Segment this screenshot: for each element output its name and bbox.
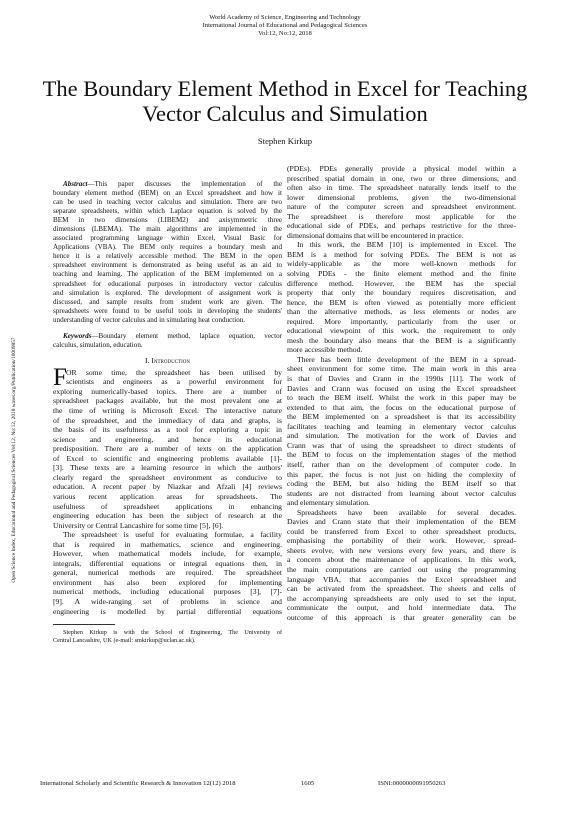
text-line [287,164,516,174]
line-text: a concern about the maintenance of applications. In this work, [287,555,516,565]
text-line [287,603,516,613]
line-text: environment has also been explored for implementing [53,577,282,587]
author-name: Stephen Kirkup [257,136,313,146]
abstract [53,180,282,325]
line-text: outcome of this approach is that greater generality can be [287,612,516,622]
text-line [53,559,282,569]
line-text: often also in time. The spreadsheet naturally lends itself to the [287,183,516,193]
text-line [287,508,516,518]
line-text: itself, rather than on the development of computer code. In [287,459,516,469]
line-text: the time of writing is Microsoft Excel. The interactive nature [53,406,282,416]
text-line [287,575,516,585]
text-line [53,521,282,531]
line-text: of Excel to scientific and engineering problems available [1]- [53,453,282,463]
header-line-1: World Academy of Science, Engineering and Technology [209,14,361,21]
text-line [287,479,516,489]
line-text: to teach the BEM itself. Whilst the work in this paper may be [287,393,516,403]
line-text: numerical methods, including educational purposes [3], [7]- [53,587,282,597]
text-line [53,207,282,216]
text-line [53,396,282,406]
text-line [53,298,282,307]
line-text: sheet environment for some time. The main work in this area [287,364,516,374]
line-text: BEM in two dimensions (LIBEM2) and axisymmetric three [53,216,282,225]
line-text: hence it is a relatively accessible method. The BEM in the open [53,252,282,261]
text-line [53,482,282,492]
keywords [53,332,282,350]
line-text: the main computations are carried out using the programming [287,564,516,574]
line-text: than the alternative methods, as less elements or nodes are [287,307,516,317]
line-text: coding the BEM, but also hiding the BEM itself so that [287,479,516,489]
text-line [287,546,516,556]
text-line [53,198,282,207]
right-column [287,164,516,622]
text-line [287,298,516,308]
line-text: Davies and Crann was focused on using the Excel spreadsheet [287,383,516,393]
footnote-rule [53,624,115,625]
text-line [287,489,516,499]
text-line [287,336,516,346]
line-text: The spreadsheet is useful for evaluating formulae, a facility [63,530,282,540]
line-text: this paper, the focus is not just on hiding the complexity of [287,469,516,479]
text-line [287,202,516,212]
line-text: could be transferred from Excel to other spreadsheet products, [287,526,516,536]
text-line [287,355,516,365]
header-line-3: Vol:12, No:12, 2018 [258,30,312,38]
text-line [53,530,282,540]
text-line [53,549,282,559]
text-line [287,470,516,480]
line-text: can be used in teaching vector calculus and simulation. There are two [53,198,282,207]
text-line [53,316,282,325]
footer-issn: ISNI:0000000091950263 [378,780,446,787]
line-text: students are not distracted from learning about vector calculus [287,488,516,498]
line-text: Applications (VBA). The BEM only requires a boundary mesh and [53,243,282,252]
text-line [53,289,282,298]
line-text: the basis of its usefulness as a tool for exploring a topic in [53,425,282,435]
line-text: predisposition. There are a number of texts on the application [53,444,282,454]
line-text: required. More importantly, particularly from the user or [287,316,516,326]
text-line [287,269,516,279]
line-text: spreadsheet environment is demonstrated as being useful as an aid to [53,261,282,270]
line-text: language VBA, that accompanies the Excel spreadsheet and [287,574,516,584]
line-text: clearly regard the spreadsheet environment as conducive to [53,472,282,482]
line-text: more accessible method. [287,345,363,355]
abstract-label: Abstract [63,180,88,188]
line-text: of the spreadsheet, and the immediacy of data and graphs, is [53,415,282,425]
line-text: engineering education has been the subject of research at the [53,511,282,521]
line-text: communicate the output, and hold intermediate data. The [287,603,516,613]
line-text: and simulation. The motivation for the work of Davies and [287,431,516,441]
text-line [53,492,282,502]
line-text: the accompanying spreadsheets are only used to set the input, [287,593,516,603]
text-line [53,607,282,617]
line-text: associated programming language within Excel, Visual Basic for [53,234,282,243]
line-text: educational side of PDEs, and perhaps restrictive for the three- [287,221,516,231]
text-line [53,225,282,234]
line-text: facilitates teaching and learning in elementary vector calculus [287,421,516,431]
text-line [53,406,282,416]
line-text: In this work, the BEM [10] is implemented in Excel. The [297,240,516,250]
line-text: integrals, differential equations or integral equations then, in [53,558,282,568]
line-text: Spreadsheets have been available for several decades. [297,507,516,517]
text-line [53,629,282,637]
text-line [53,180,282,189]
text-line [287,403,516,413]
line-text: —This paper discusses the implementation of the [87,180,282,188]
line-text: BEM is a method for solving PDEs. The BEM is not as [287,249,516,259]
line-text: There has been little development of the BEM in a spread- [297,354,516,364]
text-line [53,597,282,607]
line-text: (PDEs). PDEs generally provide a physical model within a [287,164,516,173]
drop-cap: F [53,363,67,391]
line-text: spreadsheet packages available, but the most prevalent one at [53,396,282,406]
text-line [287,613,516,623]
intro-paragraph-2 [53,530,282,616]
line-text: sheets evolve, with new versions every few years, and there is [287,545,516,555]
line-text: extended to that aim, the focus on the educational purpose of [287,402,516,412]
text-line [53,270,282,279]
text-line [287,384,516,394]
paper-title [20,76,550,126]
line-text: However, when mathematical models include, for example, [53,549,282,559]
text-line [53,307,282,316]
text-line [53,216,282,225]
text-line [53,252,282,261]
line-text: University or Central Lancashire for some time [5], [6]. [53,520,224,530]
line-text: boundary element method (BEM) on an Excel spreadsheet and how it [53,189,282,198]
text-line [287,594,516,604]
line-text: [3]. These texts are a learning resource in which the authors' [53,463,282,473]
text-line [53,280,282,289]
text-line [287,364,516,374]
footer-page-number: 1605 [301,780,315,787]
text-line [287,259,516,269]
right-paragraph-3 [287,355,516,508]
text-line [53,243,282,252]
line-text: engineering is modelled by partial differential equations [53,606,282,616]
line-text: general, numerical methods are required. The spreadsheet [53,568,282,578]
line-text: and simulation is explored. The development of assignment work is [53,288,282,297]
text-line [287,431,516,441]
line-text: that is required in mathematics, science and engineering. [53,539,282,549]
line-text: discussed, and sample results from student work are given. The [53,297,282,306]
line-text: prescribed spatial domain in one, two or three dimensions, and [287,173,516,183]
right-paragraph-2 [287,240,516,355]
text-line [287,450,516,460]
text-line [287,412,516,422]
line-text: dimensional domains that will be encountered in practice. [287,230,464,240]
text-line [287,393,516,403]
text-line [287,517,516,527]
text-line [53,234,282,243]
text-line [53,454,282,464]
line-text: and elementary simulation. [287,498,370,508]
text-line [53,377,282,387]
text-line [53,578,282,588]
journal-header [0,14,570,39]
line-text: hence, the BEM is often viewed as potentially more efficient [287,297,516,307]
text-line [287,345,516,355]
text-line [53,587,282,597]
text-line [287,221,516,231]
side-note-text: Open Science Index, Educational and Pedagogical Sciences Vol:12, No:12, 2018 waset.org/Publication/10009857 [11,337,17,583]
text-line [53,502,282,512]
text-line [287,555,516,565]
line-text: OR some time, the spreadsheet has been utilised by [66,367,282,377]
text-line [53,444,282,454]
text-line [53,425,282,435]
footnote [53,629,282,645]
text-line [287,527,516,537]
line-text: usefulness of spreadsheet applications in enhancing [53,501,282,511]
text-line [53,473,282,483]
line-text: property that only the boundary requires discretisation, and [287,288,516,298]
line-text: various recent application areas for spreadsheets. The [53,491,282,501]
right-paragraph-1 [287,164,516,240]
text-line [53,435,282,445]
right-paragraph-4 [287,508,516,623]
keywords-label: Keywords [63,331,92,340]
text-line [53,368,282,378]
text-line [287,441,516,451]
line-text: the BEM implemented on a spreadsheet is that its accessibility [287,412,516,422]
section-heading [53,356,282,366]
line-text: education. A recent paper by Niazkar and Afzali [4] reviews [53,482,282,492]
section-number: I. [145,355,152,365]
text-line [287,174,516,184]
line-text: lower dimensional problems, given the two-dimensional [287,192,516,202]
line-text: science and engineering, and hence its educational [53,434,282,444]
line-text: teaching and learning. The application of the BEM implemented on a [53,270,282,279]
line-text: spreadsheet for educational purposes in introductory vector calculus [53,279,282,288]
line-text: mesh the boundary also means that the BEM is a significantly [287,335,516,345]
text-line [287,212,516,222]
text-line [287,326,516,336]
line-text: Crann was that of using the spreadsheet to direct students of [287,440,516,450]
line-text: dimensions (LBEMA). The main algorithms are implemented in the [53,225,282,234]
text-line [53,387,282,397]
line-text: can be activated from the spreadsheet. The sheets and cells of [287,584,516,594]
line-text: solving PDEs - the finite element method and the finite [287,269,516,279]
text-line [53,341,282,350]
text-line [53,261,282,270]
text-line [287,317,516,327]
left-column [53,180,282,645]
title-line-2: Vector Calculus and Simulation [142,101,428,126]
line-text: exploring numerically-based topics. There are a number of [53,386,282,396]
line-text: Central Lancashire, UK (e-mail: smkirkup@uclan.ac.uk). [53,637,196,645]
text-line [287,193,516,203]
text-line [287,250,516,260]
text-line [287,422,516,432]
text-line [53,463,282,473]
line-text: difference method. However, the BEM has the special [287,278,516,288]
section-title: Introduction [151,355,190,365]
text-line [287,307,516,317]
text-line [287,279,516,289]
line-text: scientists and engineers as a powerful environment for [66,377,282,387]
line-text: nature of the computer screen and spreadsheet environment. [287,202,516,212]
text-line [287,460,516,470]
line-text: understanding of vector calculus and in simulating heat conduction. [53,315,246,324]
line-text: calculus, simulation, education. [53,340,143,349]
line-text: The spreadsheet is therefore most applicable for the [287,211,516,221]
text-line [53,332,282,341]
line-text: [9]. A wide-ranging set of problems in science and [53,596,282,606]
text-line [53,189,282,198]
text-line [287,536,516,546]
line-text: spreadsheets were found to be useful tools in developing the students' [53,306,282,315]
text-line [53,637,282,645]
text-line [53,511,282,521]
line-text: —Boundary element method, laplace equation, vector [91,331,282,340]
text-line [53,568,282,578]
intro-paragraph-1 [53,363,282,530]
line-text: Davies and Crann state that their implementation of the BEM [287,517,516,527]
text-line [287,498,516,508]
text-line [287,288,516,298]
text-line [53,540,282,550]
text-line [287,231,516,241]
text-line [287,183,516,193]
line-text: is that of Davies and Crann in the 1990s [11]. The work of [287,374,516,384]
text-line [287,240,516,250]
text-line [287,565,516,575]
header-line-2: International Journal of Educational and Pedagogical Sciences [202,22,368,30]
line-text: Stephen Kirkup is with the School of Engineering, The University of [63,629,282,637]
text-line [287,584,516,594]
line-text: educational viewpoint of this work, the requirement to only [287,326,516,336]
line-text: emphasising the portability of their work. However, spread- [287,536,516,546]
line-text: the BEM to focus on the implementation stages of the method [287,450,516,460]
title-line-1: The Boundary Element Method in Excel for Teaching [42,76,528,101]
line-text: widely-applicable as the more well-known methods for [287,259,516,269]
line-text: separate spreadsheets, within which Laplace equation is solved by the [53,207,282,216]
text-line [287,374,516,384]
footer-journal: International Scholarly and Scientific Research & Innovation 12(12) 2018 [40,780,236,787]
text-line [53,416,282,426]
